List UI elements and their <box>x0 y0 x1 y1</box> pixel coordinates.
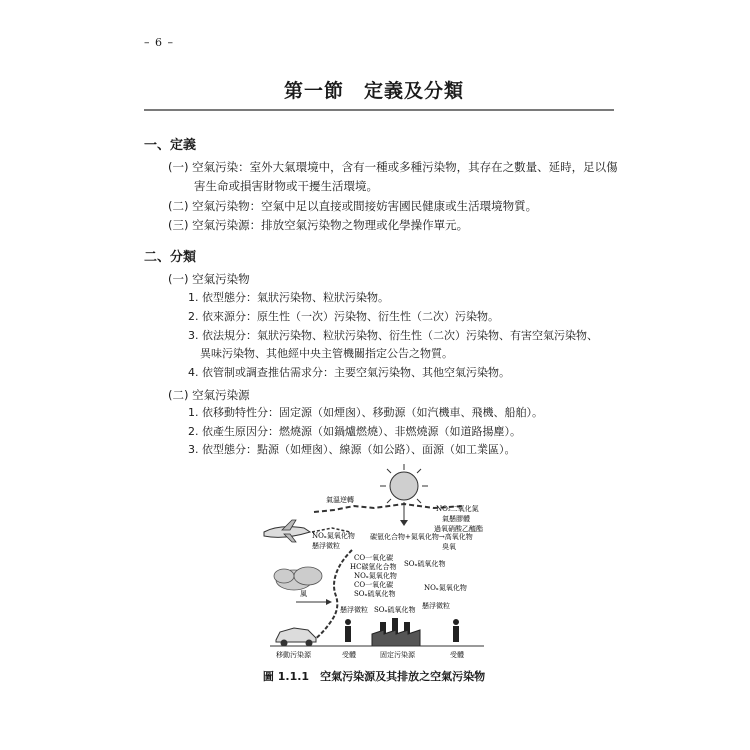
label-co1: CO一氧化碳 <box>354 554 394 562</box>
label-ozone: 臭氧 <box>442 543 456 551</box>
pollutant-item: 1. 依型態分：氣狀污染物、粒狀污染物。 <box>188 291 389 304</box>
title-rule <box>144 109 614 111</box>
person-icon <box>345 619 351 642</box>
label-nox-plane: NOₓ氮氧化物 <box>312 532 355 540</box>
pollutant-item-cont: 異味污染物、其他經中央主管機關指定公告之物質。 <box>200 347 453 360</box>
group-sources-title: (二) 空氣污染源 <box>168 388 250 402</box>
label-mobile-source: 移動污染源 <box>276 651 311 659</box>
document-page <box>104 0 644 750</box>
label-wind: 風 <box>300 590 307 598</box>
label-pm-right: 懸浮微粒 <box>422 602 450 610</box>
label-aerosol: 氣懸膠體 <box>442 515 470 523</box>
car-icon <box>276 628 316 647</box>
pollutant-item: 4. 依管制或調查推估需求分：主要空氣污染物、其他空氣污染物。 <box>188 366 510 379</box>
figure-caption: 圖 1.1.1 空氣污染源及其排放之空氣污染物 <box>262 670 486 683</box>
label-pm-left: 懸浮微粒 <box>340 606 368 614</box>
label-inversion: 氣溫逆轉 <box>326 496 354 504</box>
def-air-pollutant: (二) 空氣污染物：空氣中足以直接或間接妨害國民健康或生活環境物質。 <box>168 199 538 213</box>
sun-icon <box>380 464 428 508</box>
def-pollution-source: (三) 空氣污染源：排放空氣污染物之物理或化學操作單元。 <box>168 218 469 232</box>
label-sox-factory: SOₓ硫氧化物 <box>374 606 416 614</box>
label-nox2: NOₓ氮氧化物 <box>354 572 397 580</box>
section-title: 第一節 定義及分類 <box>283 80 464 102</box>
label-no2: NO₂二氧化氮 <box>436 505 479 513</box>
label-pm-plane: 懸浮微粒 <box>312 542 340 550</box>
pollution-diagram <box>104 462 644 662</box>
source-item: 2. 依產生原因分：燃燒源（如鍋爐燃燒）、非燃燒源（如道路揚塵）。 <box>188 425 521 438</box>
label-pan: 過氧硝酸乙醯酯 <box>434 525 483 533</box>
person-icon <box>453 619 459 642</box>
pollutant-item: 2. 依來源分：原生性（一次）污染物、衍生性（二次）污染物。 <box>188 310 499 323</box>
def-air-pollution-cont: 害生命或損害財物或干擾生活環境。 <box>194 179 378 193</box>
group-pollutants-title: (一) 空氣污染物 <box>168 272 250 286</box>
label-co2: CO一氧化碳 <box>354 581 394 589</box>
label-hc2: HC碳氫化合物 <box>350 563 397 571</box>
airplane-icon <box>264 520 310 542</box>
heading-classification: 二、分類 <box>144 250 197 265</box>
def-air-pollution: (一) 空氣污染：室外大氣環境中，含有一種或多種污染物，其存在之數量、延時，足以傷 <box>168 160 618 174</box>
pollutant-item: 3. 依法規分：氣狀污染物、粒狀污染物、衍生性（二次）污染物、有害空氣污染物、 <box>188 329 598 342</box>
page-number: – 6 – <box>144 36 174 49</box>
label-receptor-1: 受體 <box>342 651 356 659</box>
label-nox-right: NOₓ氮氧化物 <box>424 584 467 592</box>
label-hydro: 碳氫化合物+氮氧化物→高氧化物 <box>370 533 473 541</box>
label-fixed-source: 固定污染源 <box>380 651 415 659</box>
label-sox2: SOₓ硫氧化物 <box>354 590 396 598</box>
factory-icon <box>372 618 420 646</box>
heading-definition: 一、定義 <box>144 138 197 153</box>
cloud-icon <box>274 567 322 590</box>
source-item: 1. 依移動特性分：固定源（如煙囪）、移動源（如汽機車、飛機、船舶）。 <box>188 406 543 419</box>
label-sox-right: SOₓ硫氧化物 <box>404 560 446 568</box>
source-item: 3. 依型態分：點源（如煙囪）、線源（如公路）、面源（如工業區）。 <box>188 443 516 456</box>
label-receptor-2: 受體 <box>450 651 464 659</box>
